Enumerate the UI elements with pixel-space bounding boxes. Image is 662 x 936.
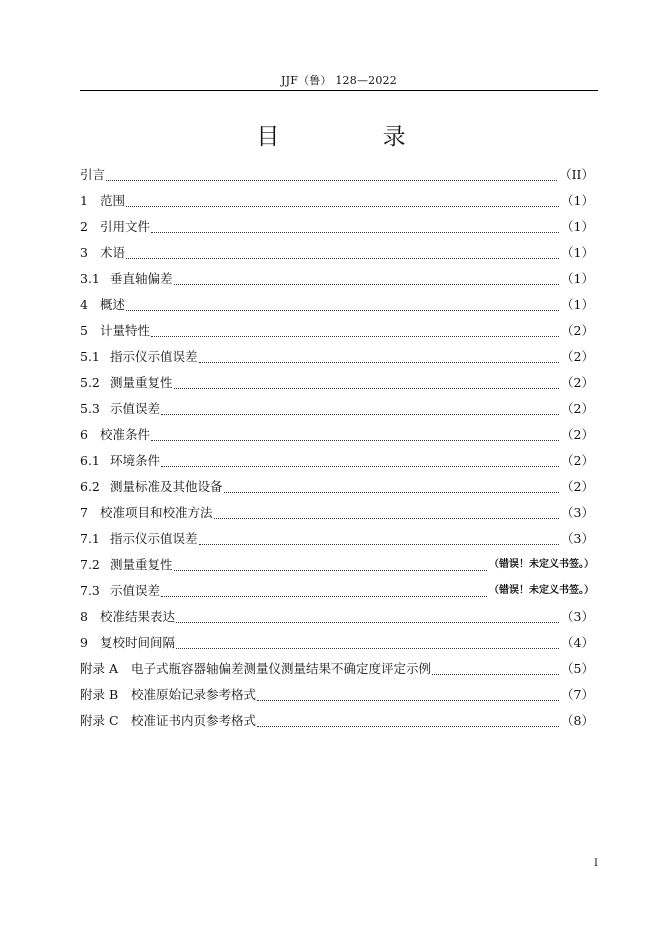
toc-entry-title: 校准项目和校准方法 [100,505,213,520]
toc-entry-number: 3.1 [80,271,100,286]
toc-entry-page: （2） [561,323,594,338]
toc-entry-title: 示值误差 [110,401,161,416]
toc-entry[interactable] [80,526,594,552]
dot-leader [199,542,560,545]
toc-entry[interactable] [80,370,594,396]
toc-entry-page: （3） [561,609,594,624]
toc-entry-number: 6 [80,427,88,442]
toc-entry-title: 指示仪示值误差 [110,349,198,364]
toc-entry[interactable] [80,214,594,240]
toc-entry[interactable] [80,396,594,422]
toc-entry-page: （1） [561,245,594,260]
toc-entry-number: 6.2 [80,479,100,494]
toc-entry-page: （II） [559,167,594,182]
dot-leader [106,178,557,181]
dot-leader [432,672,559,675]
toc-entry[interactable] [80,552,594,578]
toc-entry[interactable] [80,474,594,500]
toc-title: 目 录 [256,124,454,150]
toc-entry-number: 附录 A [80,661,119,676]
toc-entry-number: 附录 C [80,713,119,728]
toc-entry-title: 范围 [100,193,126,208]
dot-leader [126,256,559,259]
toc-entry-page: （2） [561,349,594,364]
toc-entry-number: 3 [80,245,88,260]
toc-entry-page: （2） [561,375,594,390]
toc-entry[interactable] [80,188,594,214]
toc-entry-number: 附录 B [80,687,119,702]
toc-entry-number: 6.1 [80,453,100,468]
toc-entry-page: （8） [561,713,594,728]
toc-entry[interactable] [80,266,594,292]
toc-entry-title: 引言 [80,167,106,182]
toc-entry-page: （5） [561,661,594,676]
toc-entry-page: （错误！未定义书签。） [489,559,594,570]
toc-entry[interactable] [80,292,594,318]
toc-entry-title: 测量重复性 [110,557,173,572]
toc-entry-number: 7.3 [80,583,100,598]
dot-leader [174,282,560,285]
toc-entry-title: 指示仪示值误差 [110,531,198,546]
toc-entry-number: 7.2 [80,557,100,572]
dot-leader [257,724,559,727]
header-rule [80,90,598,91]
toc-entry[interactable] [80,448,594,474]
toc-entry-page: （7） [561,687,594,702]
toc-entry-number: 5.1 [80,349,100,364]
table-of-contents [80,162,594,734]
toc-entry[interactable] [80,344,594,370]
toc-entry-page: （1） [561,297,594,312]
toc-entry-number: 2 [80,219,88,234]
toc-entry-page: （2） [561,453,594,468]
toc-entry-title: 校准证书内页参考格式 [131,713,257,728]
toc-entry-title: 校准条件 [100,427,151,442]
toc-entry-page: （错误！未定义书签。） [489,585,594,596]
toc-entry-title: 复校时间间隔 [100,635,176,650]
toc-entry-title: 概述 [100,297,126,312]
dot-leader [199,360,560,363]
toc-entry-title: 示值误差 [110,583,161,598]
dot-leader [176,646,559,649]
dot-leader [161,594,487,597]
document-header: JJF（鲁） 128—2022 [281,74,397,87]
toc-entry[interactable] [80,240,594,266]
toc-entry-title: 垂直轴偏差 [110,271,173,286]
toc-entry-number: 5 [80,323,88,338]
toc-entry-page: （3） [561,531,594,546]
dot-leader [214,516,560,519]
page-number: I [594,858,598,869]
toc-entry-page: （2） [561,401,594,416]
toc-entry-page: （1） [561,271,594,286]
toc-entry[interactable] [80,578,594,604]
toc-entry-page: （1） [561,219,594,234]
toc-entry-title: 引用文件 [100,219,151,234]
dot-leader [224,490,560,493]
dot-leader [257,698,559,701]
toc-entry[interactable] [80,604,594,630]
toc-entry-page: （2） [561,427,594,442]
toc-entry[interactable] [80,682,594,708]
toc-entry-title: 测量重复性 [110,375,173,390]
toc-entry-number: 7.1 [80,531,100,546]
toc-entry-page: （4） [561,635,594,650]
toc-entry-title: 术语 [100,245,126,260]
toc-entry-number: 9 [80,635,88,650]
toc-entry-title: 环境条件 [110,453,161,468]
toc-entry-page: （2） [561,479,594,494]
dot-leader [151,334,559,337]
toc-entry-page: （3） [561,505,594,520]
toc-entry-number: 4 [80,297,88,312]
toc-entry[interactable] [80,656,594,682]
toc-entry-number: 5.2 [80,375,100,390]
dot-leader [176,620,559,623]
toc-entry-title: 电子式瓶容器轴偏差测量仪测量结果不确定度评定示例 [131,661,432,676]
dot-leader [151,230,559,233]
toc-entry-title: 计量特性 [100,323,151,338]
dot-leader [161,412,559,415]
toc-entry[interactable] [80,500,594,526]
toc-entry-number: 7 [80,505,88,520]
dot-leader [151,438,559,441]
toc-entry[interactable] [80,708,594,734]
toc-entry-number: 5.3 [80,401,100,416]
toc-entry-page: （1） [561,193,594,208]
dot-leader [126,204,559,207]
toc-entry-number: 8 [80,609,88,624]
toc-entry[interactable] [80,318,594,344]
dot-leader [126,308,559,311]
toc-entry-title: 校准结果表达 [100,609,176,624]
dot-leader [174,568,487,571]
dot-leader [174,386,560,389]
toc-entry-title: 测量标准及其他设备 [110,479,223,494]
toc-entry[interactable] [80,630,594,656]
toc-entry[interactable] [80,162,594,188]
toc-entry[interactable] [80,422,594,448]
dot-leader [161,464,559,467]
toc-entry-number: 1 [80,193,88,208]
toc-entry-title: 校准原始记录参考格式 [131,687,257,702]
